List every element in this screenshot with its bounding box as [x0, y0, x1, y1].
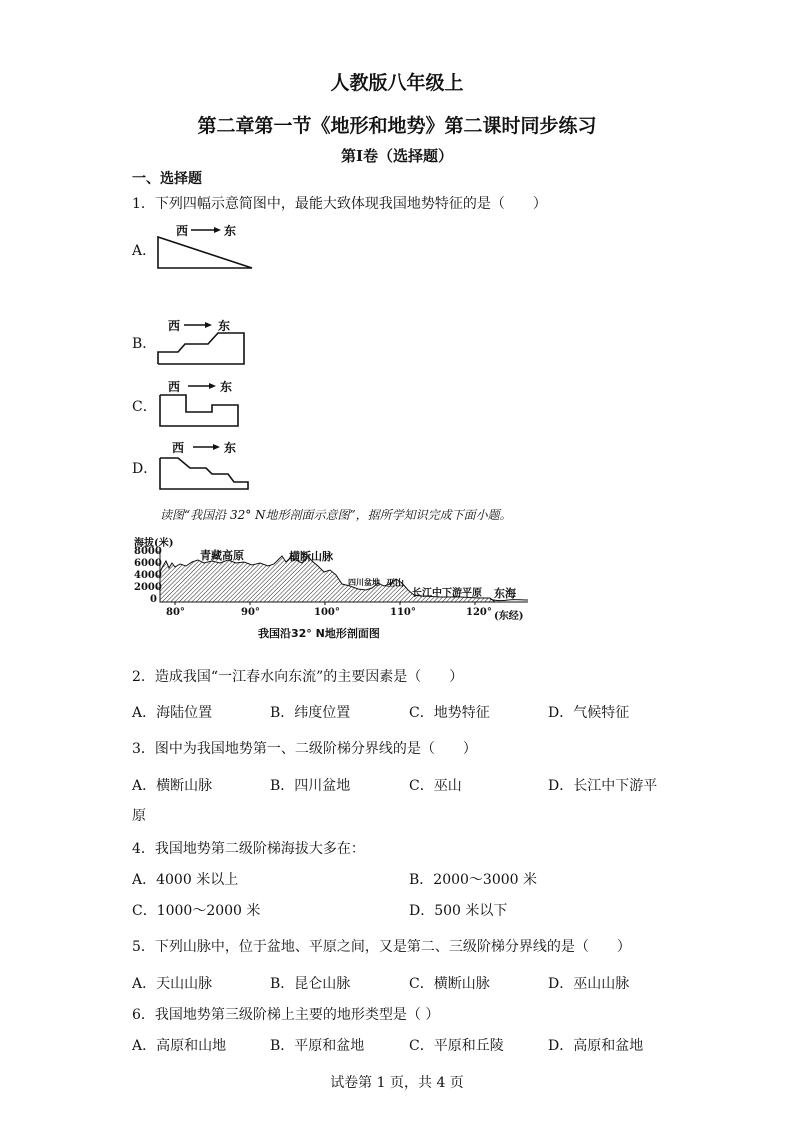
profile-x-tick: 80°: [166, 607, 185, 618]
q4-option-b: B．2000～3000 米: [409, 872, 537, 888]
q2-option-b: B．纬度位置: [270, 705, 351, 721]
q1-option-a-east: 东: [224, 224, 237, 238]
q4-option-d: D．500 米以下: [409, 903, 508, 919]
question-1-stem: 1．下列四幅示意简图中，最能大致体现我国地势特征的是（ ）: [132, 196, 547, 212]
section-heading: 一、选择题: [132, 171, 202, 187]
page-subtitle: 第二章第一节《地形和地势》第二课时同步练习: [197, 115, 597, 137]
q1-option-d-west: 西: [172, 441, 185, 455]
question-6-stem: 6．我国地势第三级阶梯上主要的地形类型是（ ）: [132, 1007, 440, 1023]
q1-option-b-west: 西: [168, 319, 181, 333]
q5-option-c: C．横断山脉: [409, 976, 490, 992]
page-footer: 试卷第 1 页，共 4 页: [330, 1075, 464, 1091]
q3-option-d-wrap: 原: [132, 808, 146, 824]
label-donghai: 东海: [494, 587, 516, 600]
question-4-stem: 4．我国地势第二级阶梯海拔大多在：: [132, 841, 365, 857]
label-changjiang: 长江中下游平原: [412, 588, 482, 599]
volume-label: 第Ⅰ卷（选择题）: [340, 147, 454, 165]
q1-option-c-west: 西: [168, 380, 181, 394]
q1-option-b-letter: B．: [132, 336, 157, 352]
question-5-stem: 5．下列山脉中，位于盆地、平原之间，又是第二、三级阶梯分界线的是（ ）: [132, 939, 631, 955]
q1-option-b-east: 东: [218, 319, 231, 333]
label-hengduan: 横断山脉: [289, 550, 333, 563]
q6-option-d: D．高原和盆地: [548, 1038, 644, 1054]
profile-x-tick: 110°: [390, 607, 416, 618]
q1-option-c-letter: C．: [132, 399, 157, 415]
profile-y-tick: 0: [150, 594, 157, 605]
q1-option-a-letter: A．: [132, 243, 157, 259]
q1-option-d-east: 东: [224, 441, 237, 455]
q3-option-c: C．巫山: [409, 778, 462, 794]
q3-option-b: B．四川盆地: [270, 778, 351, 794]
profile-x-tick: 90°: [241, 607, 260, 618]
q6-option-c: C．平原和丘陵: [409, 1038, 504, 1054]
q6-option-b: B．平原和盆地: [270, 1038, 365, 1054]
q4-option-a: A．4000 米以上: [132, 872, 239, 888]
profile-x-tick: 120°: [466, 607, 492, 618]
profile-y-title: 海拔(米): [134, 538, 174, 549]
profile-caption: 我国沿32° N地形剖面图: [258, 627, 380, 640]
reading-instruction: 读图“我国沿 32° N地形剖面示意图”，据所学知识完成下面小题。: [160, 508, 512, 522]
q6-option-a: A．高原和山地: [132, 1038, 227, 1054]
q3-option-d: D．长江中下游平: [548, 778, 658, 794]
profile-x-unit: (东经): [494, 611, 524, 622]
profile-y-tick: 6000: [134, 558, 162, 569]
q5-option-a: A．天山山脉: [132, 976, 213, 992]
q5-option-b: B．昆仑山脉: [270, 976, 351, 992]
q1-option-d-letter: D．: [132, 461, 158, 477]
q2-option-c: C．地势特征: [409, 705, 490, 721]
q2-option-d: D．气候特征: [548, 705, 630, 721]
q1-option-c-east: 东: [220, 380, 233, 394]
q4-option-c: C．1000～2000 米: [132, 903, 261, 919]
label-qingzang: 青藏高原: [200, 549, 244, 562]
q2-option-a: A．海陆位置: [132, 705, 213, 721]
q5-option-d: D．巫山山脉: [548, 976, 630, 992]
q1-option-a-west: 西: [176, 224, 189, 238]
question-2-stem: 2．造成我国“一江春水向东流”的主要因素是（ ）: [132, 669, 464, 685]
q3-option-a: A．横断山脉: [132, 778, 213, 794]
label-wushan: 巫山: [386, 579, 405, 589]
profile-y-tick: 2000: [134, 582, 162, 593]
profile-x-tick: 100°: [314, 607, 340, 618]
question-3-stem: 3．图中为我国地势第一、二级阶梯分界线的是（ ）: [132, 741, 477, 757]
page-title: 人教版八年级上: [330, 72, 464, 94]
label-sichuan: 四川盆地: [348, 577, 380, 587]
profile-y-tick: 8000: [134, 546, 162, 557]
profile-y-tick: 4000: [134, 570, 162, 581]
